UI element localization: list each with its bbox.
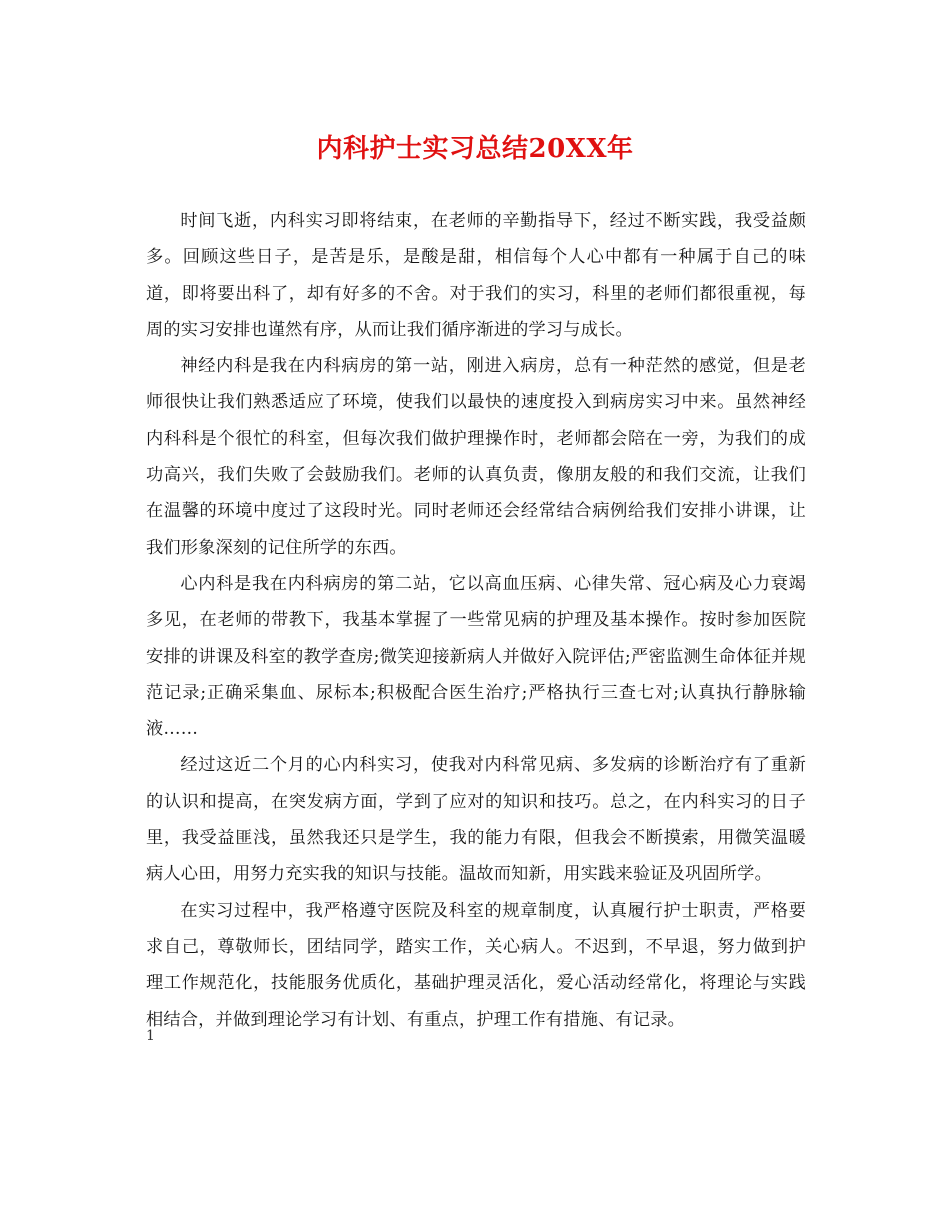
paragraph-neurology: 神经内科是我在内科病房的第一站，刚进入病房，总有一种茫然的感觉，但是老师很快让我们熟悉适应了环境，使我们以最快的速度投入到病房实习中来。虽然神经内科科是个很忙的科室，但每次我们做护理操作时，老师都会陪在一旁，为我们的成功高兴，我们失败了会鼓励我们。老师的认真负责，像朋友般的和我们交流，让我们在温馨的环境中度过了这段时光。同时老师还会经常结合病例给我们安排小讲课，让我们形象深刻的记住所学的东西。 bbox=[146, 356, 806, 558]
paragraph-summary: 经过这近二个月的心内科实习，使我对内科常见病、多发病的诊断治疗有了重新的认识和提高，在突发病方面，学到了应对的知识和技巧。总之，在内科实习的日子里，我受益匪浅，虽然我还只是学生，我的能力有限，但我会不断摸索，用微笑温暖病人心田，用努力充实我的知识与技能。温故而知新，用实践来验证及巩固所学。 bbox=[146, 755, 806, 885]
page-number: 1 bbox=[146, 1028, 155, 1044]
paragraph-intro: 时间飞逝，内科实习即将结束，在老师的辛勤指导下，经过不断实践，我受益颇多。回顾这些日子，是苦是乐，是酸是甜，相信每个人心中都有一种属于自己的味道，即将要出科了，却有好多的不舍。对于我们的实习，科里的老师们都很重视，每周的实习安排也谨然有序，从而让我们循序渐进的学习与成长。 bbox=[146, 211, 806, 340]
paragraph-conduct: 在实习过程中，我严格遵守医院及科室的规章制度，认真履行护士职责，严格要求自己，尊敬师长，团结同学，踏实工作，关心病人。不迟到，不早退，努力做到护理工作规范化，技能服务优质化，基础护理灵活化，爱心活动经常化，将理论与实践相结合，并做到理论学习有计划、有重点，护理工作有措施、有记录。 bbox=[146, 900, 806, 1030]
document-title: 内科护士实习总结20XX年 bbox=[316, 134, 634, 164]
paragraph-cardiology: 心内科是我在内科病房的第二站，它以高血压病、心律失常、冠心病及心力衰竭多见，在老师的带教下，我基本掌握了一些常见病的护理及基本操作。按时参加医院安排的讲课及科室的教学查房;微笑迎接新病人并做好入院评估;严密监测生命体征并规范记录;正确采集血、尿标本;积极配合医生治疗;严格执行三查七对;认真执行静脉输液…… bbox=[146, 573, 806, 740]
document-body bbox=[146, 203, 806, 1038]
